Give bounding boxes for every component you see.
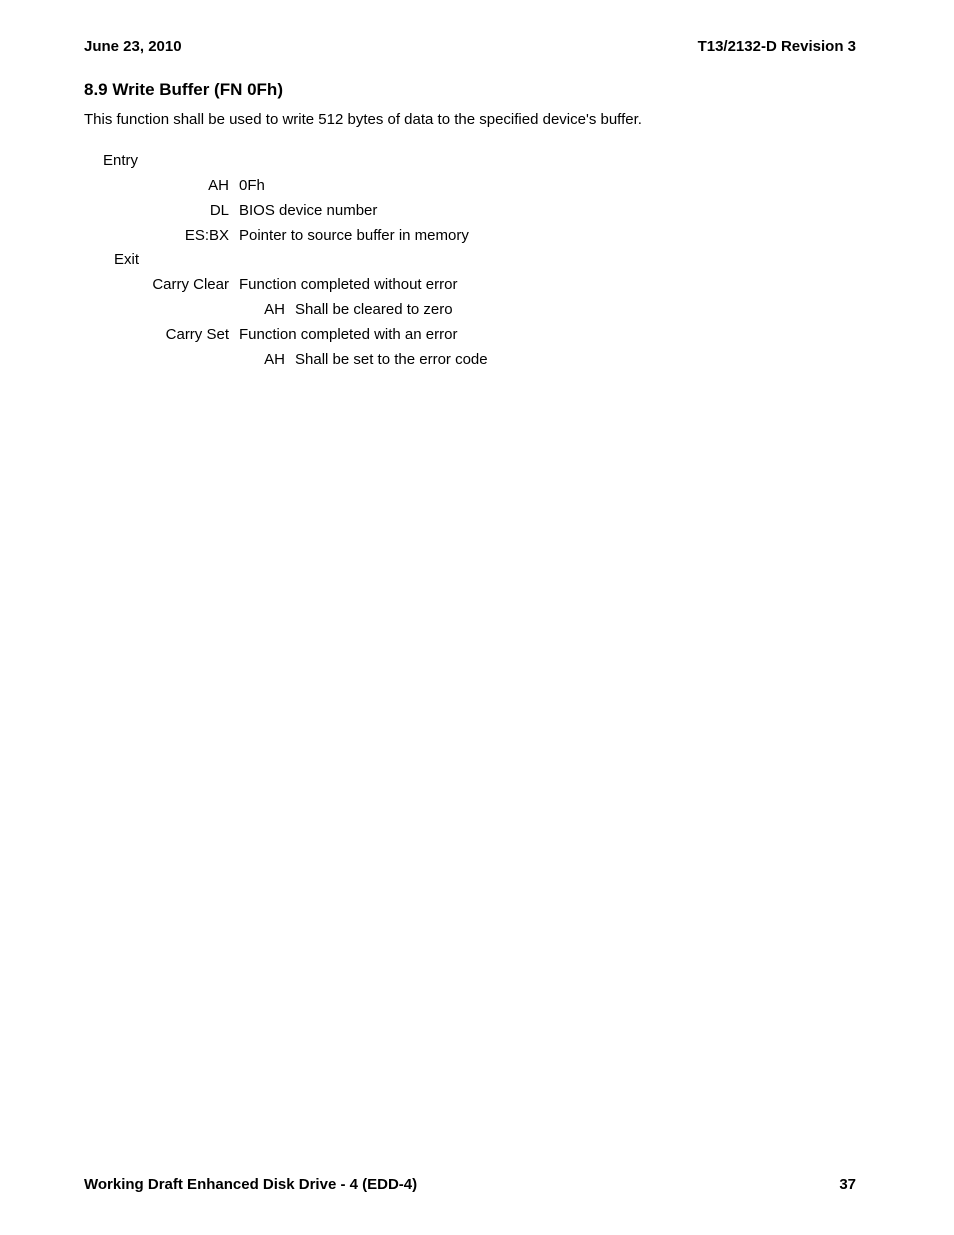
entry-description: BIOS device number [239,202,378,219]
exit-sub-description: Shall be set to the error code [295,351,488,368]
entry-register: DL [209,202,229,219]
header-date: June 23, 2010 [84,38,182,55]
exit-sub-register: AH [264,351,285,368]
exit-sub-description: Shall be cleared to zero [295,301,453,318]
exit-condition: Carry Clear [152,276,229,293]
exit-description: Function completed with an error [239,326,458,343]
entry-label: Entry [103,152,139,169]
section-description: This function shall be used to write 512 bytes of data to the specified device's buffer. [84,111,642,128]
exit-condition: Carry Set [165,326,229,343]
footer-title: Working Draft Enhanced Disk Drive - 4 (EDD-4) [84,1176,418,1193]
exit-sub-register: AH [264,301,285,318]
entry-description: 0Fh [239,177,265,194]
entry-register: AH [208,177,229,194]
page-number: 37 [839,1176,856,1193]
exit-description: Function completed without error [239,276,458,293]
section-title: 8.9 Write Buffer (FN 0Fh) [84,80,283,99]
entry-description: Pointer to source buffer in memory [239,227,469,244]
exit-label: Exit [114,251,140,268]
entry-register: ES:BX [184,227,229,244]
header-doc-id: T13/2132-D Revision 3 [697,38,856,55]
